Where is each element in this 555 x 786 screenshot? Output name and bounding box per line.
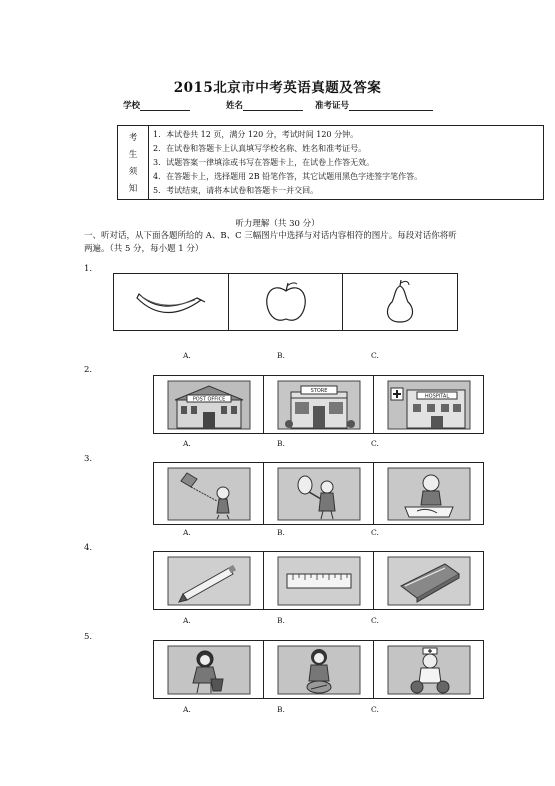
option-a-picture: [114, 274, 229, 330]
option-c-picture: [374, 463, 483, 524]
apple-icon: [261, 279, 311, 325]
notice-side-char: 考: [128, 132, 138, 143]
notice-rule: 5．考试结束，请将本试卷和答题卡一并交回。: [153, 185, 319, 195]
svg-text:STORE: STORE: [310, 387, 327, 394]
option-b-picture: [264, 376, 374, 433]
boy-with-kite-picture: [167, 467, 251, 521]
notice-rule: 4．在答题卡上，选择题用 2B 铅笔作答，其它试题用黑色字迹签字笔作答。: [153, 171, 423, 181]
girl-nurse-picture: [387, 645, 471, 695]
option-b-picture: [264, 641, 374, 698]
svg-text:HOSPITAL: HOSPITAL: [424, 393, 449, 399]
question-number: 1.: [84, 264, 93, 274]
option-b-label: B.: [277, 705, 285, 714]
option-c-label: C.: [371, 351, 379, 360]
girl-watering-picture: [167, 645, 251, 695]
exam-number-field: [349, 102, 433, 111]
option-a-picture: [154, 376, 264, 433]
question-2-pictures: [153, 375, 484, 434]
question-number: 3.: [84, 454, 93, 464]
hospital-picture: [387, 380, 471, 430]
option-b-picture: [264, 463, 374, 524]
question-number: 2.: [84, 365, 93, 375]
page-title: 2015北京市中考英语真题及答案: [173, 80, 382, 96]
pear-icon: [375, 278, 425, 326]
section-instructions: 一、听对话，从下面各题所给的 A、B、C 三幅图片中选择与对话内容相符的图片。每段对话你将听两遍。（共 5 分，每小题 1 分）: [84, 231, 457, 254]
option-b-label: B.: [277, 528, 285, 537]
question-4-pictures: [153, 551, 484, 610]
option-c-picture: [374, 552, 483, 609]
question-5-pictures: [153, 640, 484, 699]
option-b-label: B.: [277, 439, 285, 448]
option-a-label: A.: [183, 439, 191, 448]
banana-icon: [131, 282, 211, 322]
option-a-label: A.: [183, 528, 191, 537]
name-label: 姓名: [226, 101, 244, 111]
exam-number-label: 准考证号: [315, 101, 350, 111]
question-number: 4.: [84, 543, 93, 553]
boy-with-racket-picture: [277, 467, 361, 521]
notice-rule: 1．本试卷共 12 页，满分 120 分，考试时间 120 分钟。: [153, 130, 359, 140]
option-c-picture: [374, 376, 483, 433]
notice-rule: 2．在试卷和答题卡上认真填写学校名称、姓名和准考证号。: [153, 144, 367, 154]
option-a-picture: [154, 641, 264, 698]
option-c-label: C.: [371, 439, 379, 448]
student-info-row: [123, 99, 433, 111]
option-b-label: B.: [277, 351, 285, 360]
option-c-picture: [343, 274, 457, 330]
question-number: 5.: [84, 632, 93, 642]
question-3-pictures: [153, 462, 484, 525]
section-title: 听力理解（共 30 分）: [235, 219, 320, 229]
option-a-label: A.: [183, 351, 191, 360]
notice-rules: [149, 126, 543, 199]
option-a-label: A.: [183, 616, 191, 625]
store-picture: [277, 380, 361, 430]
notice-side-char: 须: [128, 167, 138, 178]
option-c-label: C.: [371, 528, 379, 537]
pencil-case-picture: [387, 556, 471, 606]
post-office-picture: [167, 380, 251, 430]
option-a-picture: [154, 552, 264, 609]
option-b-picture: [264, 552, 374, 609]
option-a-label: A.: [183, 705, 191, 714]
option-c-label: C.: [371, 705, 379, 714]
option-c-picture: [374, 641, 483, 698]
girl-sweeping-picture: [277, 645, 361, 695]
option-c-label: C.: [371, 616, 379, 625]
svg-text:POST OFFICE: POST OFFICE: [192, 396, 225, 402]
notice-side-char: 知: [128, 184, 138, 195]
option-b-label: B.: [277, 616, 285, 625]
pencil-picture: [167, 556, 251, 606]
boy-drawing-picture: [387, 467, 471, 521]
ruler-picture: [277, 556, 361, 606]
school-field: [140, 102, 190, 111]
question-1-pictures: [113, 273, 458, 331]
notice-side-char: 生: [128, 149, 138, 160]
notice-rule: 3．试题答案一律填涂或书写在答题卡上，在试卷上作答无效。: [153, 157, 375, 167]
name-field: [243, 102, 303, 111]
notice-box: [117, 125, 544, 200]
school-label: 学校: [123, 101, 141, 111]
option-a-picture: [154, 463, 264, 524]
option-b-picture: [229, 274, 344, 330]
notice-side-label: [118, 126, 149, 199]
